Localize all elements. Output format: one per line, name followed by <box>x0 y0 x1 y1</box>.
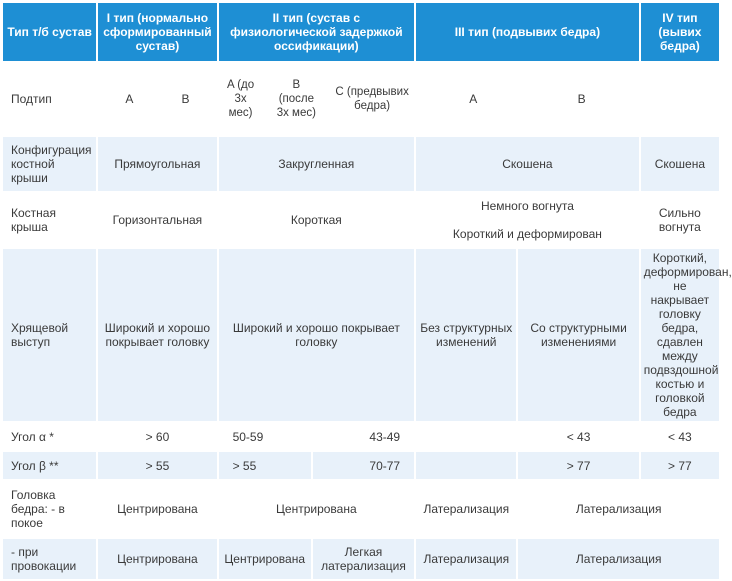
provocation-iii: Латерализация <box>416 539 516 579</box>
cell-bony-roof-iii <box>416 193 639 247</box>
alpha-i: > 60 <box>98 423 216 450</box>
alpha-iii: < 43 <box>518 423 638 450</box>
bony-roof-iv: Сильно вогнута <box>641 193 719 247</box>
beta-iv: > 77 <box>641 452 719 479</box>
bony-roof-ii: Короткая <box>219 193 415 247</box>
header-joint-type: Тип т/б сустав <box>3 3 96 61</box>
row-bony-roof <box>3 193 719 247</box>
row-alpha <box>3 423 719 450</box>
subtype-iii-a: A <box>469 92 478 106</box>
row-config <box>3 137 719 191</box>
label-head-rest: Головка бедра: - в покое <box>3 481 96 537</box>
subtype-ii-c: C (предвывих бедра) <box>335 86 409 112</box>
alpha-ii-right: 43-49 <box>313 423 414 450</box>
head-rest-iii: Латерализация <box>416 481 516 537</box>
beta-ii-right: 70-77 <box>313 452 414 479</box>
label-subtype: Подтип <box>3 63 96 135</box>
row-provocation <box>3 539 719 579</box>
page <box>0 1 732 573</box>
alpha-iv: < 43 <box>641 423 719 450</box>
subtype-iii-b: B <box>577 92 586 106</box>
beta-i: > 55 <box>98 452 216 479</box>
cartilage-iii-b: Со структурными изменениями <box>518 249 638 421</box>
config-i: Прямоугольная <box>98 137 216 191</box>
provocation-i: Центрирована <box>98 539 216 579</box>
label-provocation: - при провокации <box>3 539 96 579</box>
provocation-ii-a: Центрирована <box>219 539 311 579</box>
config-ii: Закругленная <box>219 137 415 191</box>
alpha-iii-empty <box>416 423 516 450</box>
label-alpha: Угол α * <box>3 423 96 450</box>
label-beta: Угол β ** <box>3 452 96 479</box>
hip-dysplasia-table <box>1 1 732 581</box>
cell-subtype-i <box>98 63 216 135</box>
provocation-iv: Латерализация <box>518 539 719 579</box>
subtype-i-b: B <box>181 92 190 106</box>
subtype-i-a: A <box>125 92 134 106</box>
head-rest-iv: Латерализация <box>518 481 719 537</box>
cartilage-iii-a: Без структурных изменений <box>416 249 516 421</box>
cell-subtype-iv <box>641 63 719 135</box>
provocation-ii-b: Легкая латерализация <box>313 539 414 579</box>
config-iv: Скошена <box>641 137 719 191</box>
label-bony-roof: Костная крыша <box>3 193 96 247</box>
cartilage-iv: Короткий, деформирован, не накрывает головку бедра, сдавлен между подвздошной костью и головкой бедра <box>641 249 719 421</box>
label-cartilage: Хрящевой выступ <box>3 249 96 421</box>
head-rest-i: Центрирована <box>98 481 216 537</box>
row-subtype <box>3 63 719 135</box>
header-type-ii: II тип (сустав с физиологической задержкой оссификации) <box>219 3 415 61</box>
row-head-rest <box>3 481 719 537</box>
alpha-ii-left: 50-59 <box>219 423 311 450</box>
bony-roof-iii-top: Немного вогнута <box>480 199 574 213</box>
bony-roof-iii-bottom: Короткий и деформирован <box>452 227 602 241</box>
header-type-i: I тип (нормально сформированный сустав) <box>98 3 216 61</box>
cartilage-ii: Широкий и хорошо покрывает головку <box>219 249 415 421</box>
beta-iii-empty <box>416 452 516 479</box>
beta-iii: > 77 <box>518 452 638 479</box>
header-type-iv: IV тип (вывих бедра) <box>641 3 719 61</box>
header-row <box>3 3 719 61</box>
subtype-ii-b: B (после 3х мес) <box>276 79 316 119</box>
row-cartilage <box>3 249 719 421</box>
subtype-ii-a: A (до 3х мес) <box>226 79 255 119</box>
cell-subtype-ii <box>219 63 415 135</box>
beta-ii-left: > 55 <box>219 452 311 479</box>
label-config: Конфигурация костной крыши <box>3 137 96 191</box>
head-rest-ii: Центрирована <box>219 481 415 537</box>
cartilage-i: Широкий и хорошо покрывает головку <box>98 249 216 421</box>
row-beta <box>3 452 719 479</box>
bony-roof-i: Горизонтальная <box>98 193 216 247</box>
config-iii: Скошена <box>416 137 639 191</box>
header-type-iii: III тип (подвывих бедра) <box>416 3 639 61</box>
cell-subtype-iii <box>416 63 639 135</box>
